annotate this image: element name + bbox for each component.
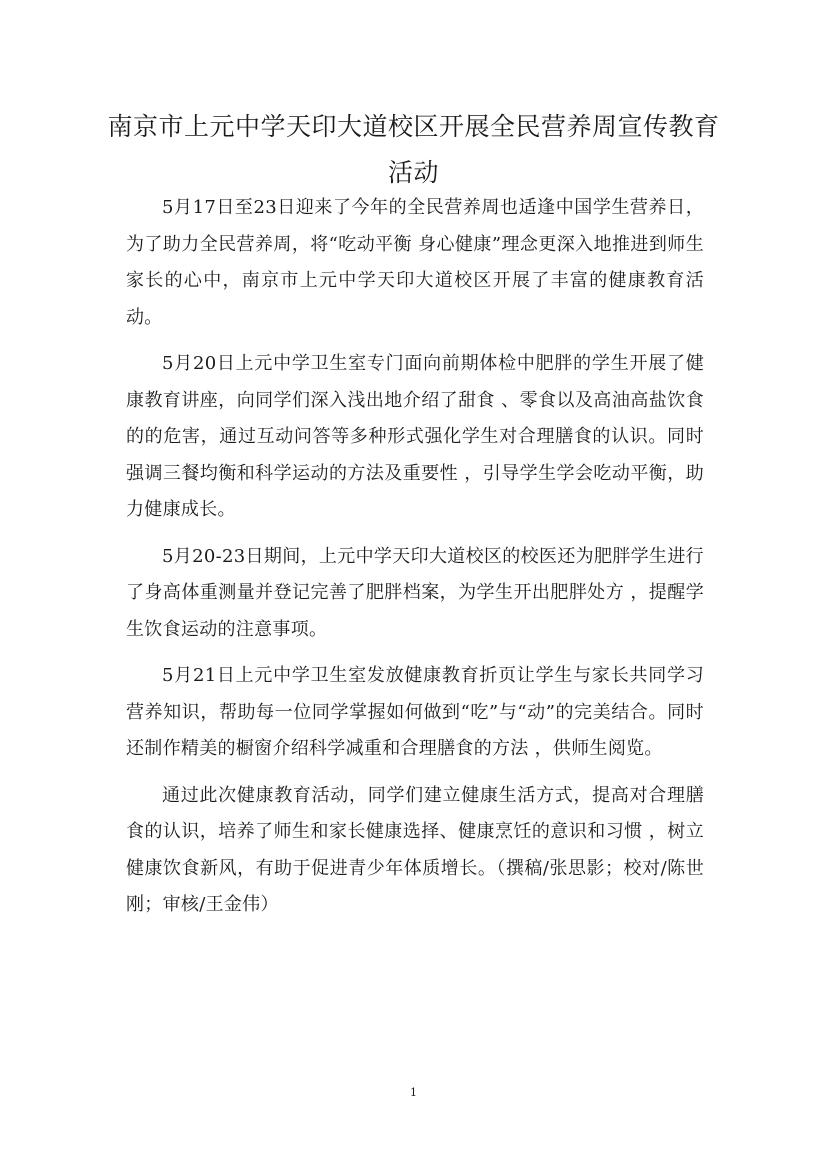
page-number: 1 [410,1086,417,1099]
article-body [126,190,704,934]
paragraph-measurement-records: 5月20-23日期间，上元中学天印大道校区的校医还为肥胖学生进行了身高体重测量并登记完善了肥胖档案，为学生开出肥胖处方 ，提醒学生饮食运动的注意事项。 [126,545,704,640]
paragraph-conclusion-credits: 通过此次健康教育活动，同学们建立健康生活方式，提高对合理膳食的认识，培养了师生和家长健康选择、健康烹饪的意识和习惯 ，树立健康饮食新风，有助于促进青少年体质增长。（撰稿/张思影；校对/陈世刚；审核/王金伟） [126,784,704,915]
paragraph-leaflets-display: 5月21日上元中学卫生室发放健康教育折页让学生与家长共同学习营养知识，帮助每一位同学掌握如何做到“吃”与“动”的完美结合。同时还制作精美的橱窗介绍科学减重和合理膳食的方法 ，供师生阅览。 [126,665,704,759]
page-title: 南京市上元中学天印大道校区开展全民营养周宣传教育活动 [107,112,720,187]
paragraph-health-lecture: 5月20日上元中学卫生室专门面向前期体检中肥胖的学生开展了健康教育讲座，向同学们深入浅出地介绍了甜食 、零食以及高油高盐饮食的的危害，通过互动问答等多种形式强化学生对合理膳食的认识。同时强调三餐均衡和科学运动的方法及重要性 ，引导学生学会吃动平衡，助力健康成长。 [126,353,704,520]
paragraph-nutrition-week-intro: 5月17日至23日迎来了今年的全民营养周也适逢中国学生营养日，为了助力全民营养周，将“吃动平衡 身心健康”理念更深入地推进到师生家长的心中，南京市上元中学天印大道校区开展了丰富的健康教育活动。 [126,197,704,328]
